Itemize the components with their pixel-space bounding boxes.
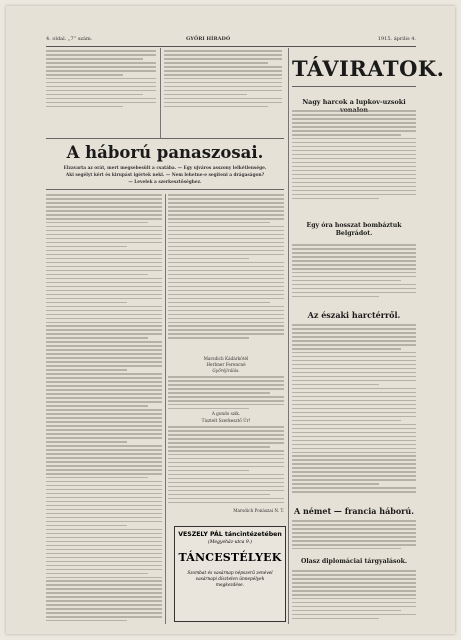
signature-3: Győréjirálás. <box>212 368 240 373</box>
article-middle-text-3 <box>168 426 284 514</box>
letter-signature: Marsdich Ponászai N. T. <box>233 508 284 513</box>
header-date: 1915. április 4. <box>377 36 416 42</box>
header-paper-name: GYŐRI HÍRADÓ <box>186 36 231 42</box>
column-divider <box>160 48 161 138</box>
right-headline-3: Az északi harctérről. <box>307 310 401 320</box>
masthead-taviratok: TÁVIRATOK. <box>292 56 445 81</box>
masthead-rule <box>292 86 416 87</box>
main-subtitle-3: — Levelek a szerkesztőséghez. <box>128 180 202 185</box>
right-headline-5: Olasz diplomáciai tárgyalások. <box>300 558 408 565</box>
header-page-number: 4. oldal. „7” szám. <box>46 36 93 42</box>
page-header <box>46 34 416 47</box>
article-column-left <box>46 194 162 621</box>
right-headline-1: Nagy harcok a lupkov-uzsoki <box>302 98 406 106</box>
newspaper-page <box>6 6 455 634</box>
main-subtitle-1: Elzavarta az orát, mert megsebesült a csatába. — Egy ujváros asszony lelkétlensége. <box>63 166 267 171</box>
ad-line-1: VESZELY PÁL táncintézetében <box>178 531 282 538</box>
ad-body: Szombat és vasárnap népszerű zenével vasárnapi dísztelen ünnepélyek megkezdése. <box>187 571 273 588</box>
main-headline: A háború panaszosai. <box>66 143 264 162</box>
headline-rule <box>46 138 284 139</box>
ad-headline: TÁNCESTÉLYEK <box>178 551 282 564</box>
right-headline-4: A német — francia háború. <box>294 506 414 516</box>
dance-advertisement <box>174 526 286 622</box>
right-text-3 <box>292 324 416 500</box>
subtitle-rule <box>46 189 284 190</box>
right-text-1 <box>292 110 416 214</box>
right-text-2 <box>292 244 416 304</box>
signature-2: Herbner Ferencné <box>206 362 246 367</box>
right-text-5 <box>292 570 416 622</box>
top-middle-text-block <box>164 50 282 112</box>
right-column-divider <box>288 48 289 624</box>
top-left-text-block <box>46 50 156 110</box>
letter-heading-2: Tisztelt Szerkesztő Úr! <box>201 418 251 423</box>
right-headline-2: Egy óra hosszat bombáztuk Belgrádot. <box>306 222 402 237</box>
ad-line-2: (Megyeház-utca 9.) <box>208 540 252 545</box>
article-column-divider <box>165 194 166 624</box>
letter-heading-1: A gondo szik. <box>211 411 241 416</box>
right-text-4 <box>292 520 416 556</box>
signature-1: Marsdich Kádárkötél <box>203 356 249 361</box>
main-subtitle-2: Aki segélyt kért és kirupást igértek neki. — Nem lehetne-e segíteni a drágaságon? <box>65 173 265 178</box>
